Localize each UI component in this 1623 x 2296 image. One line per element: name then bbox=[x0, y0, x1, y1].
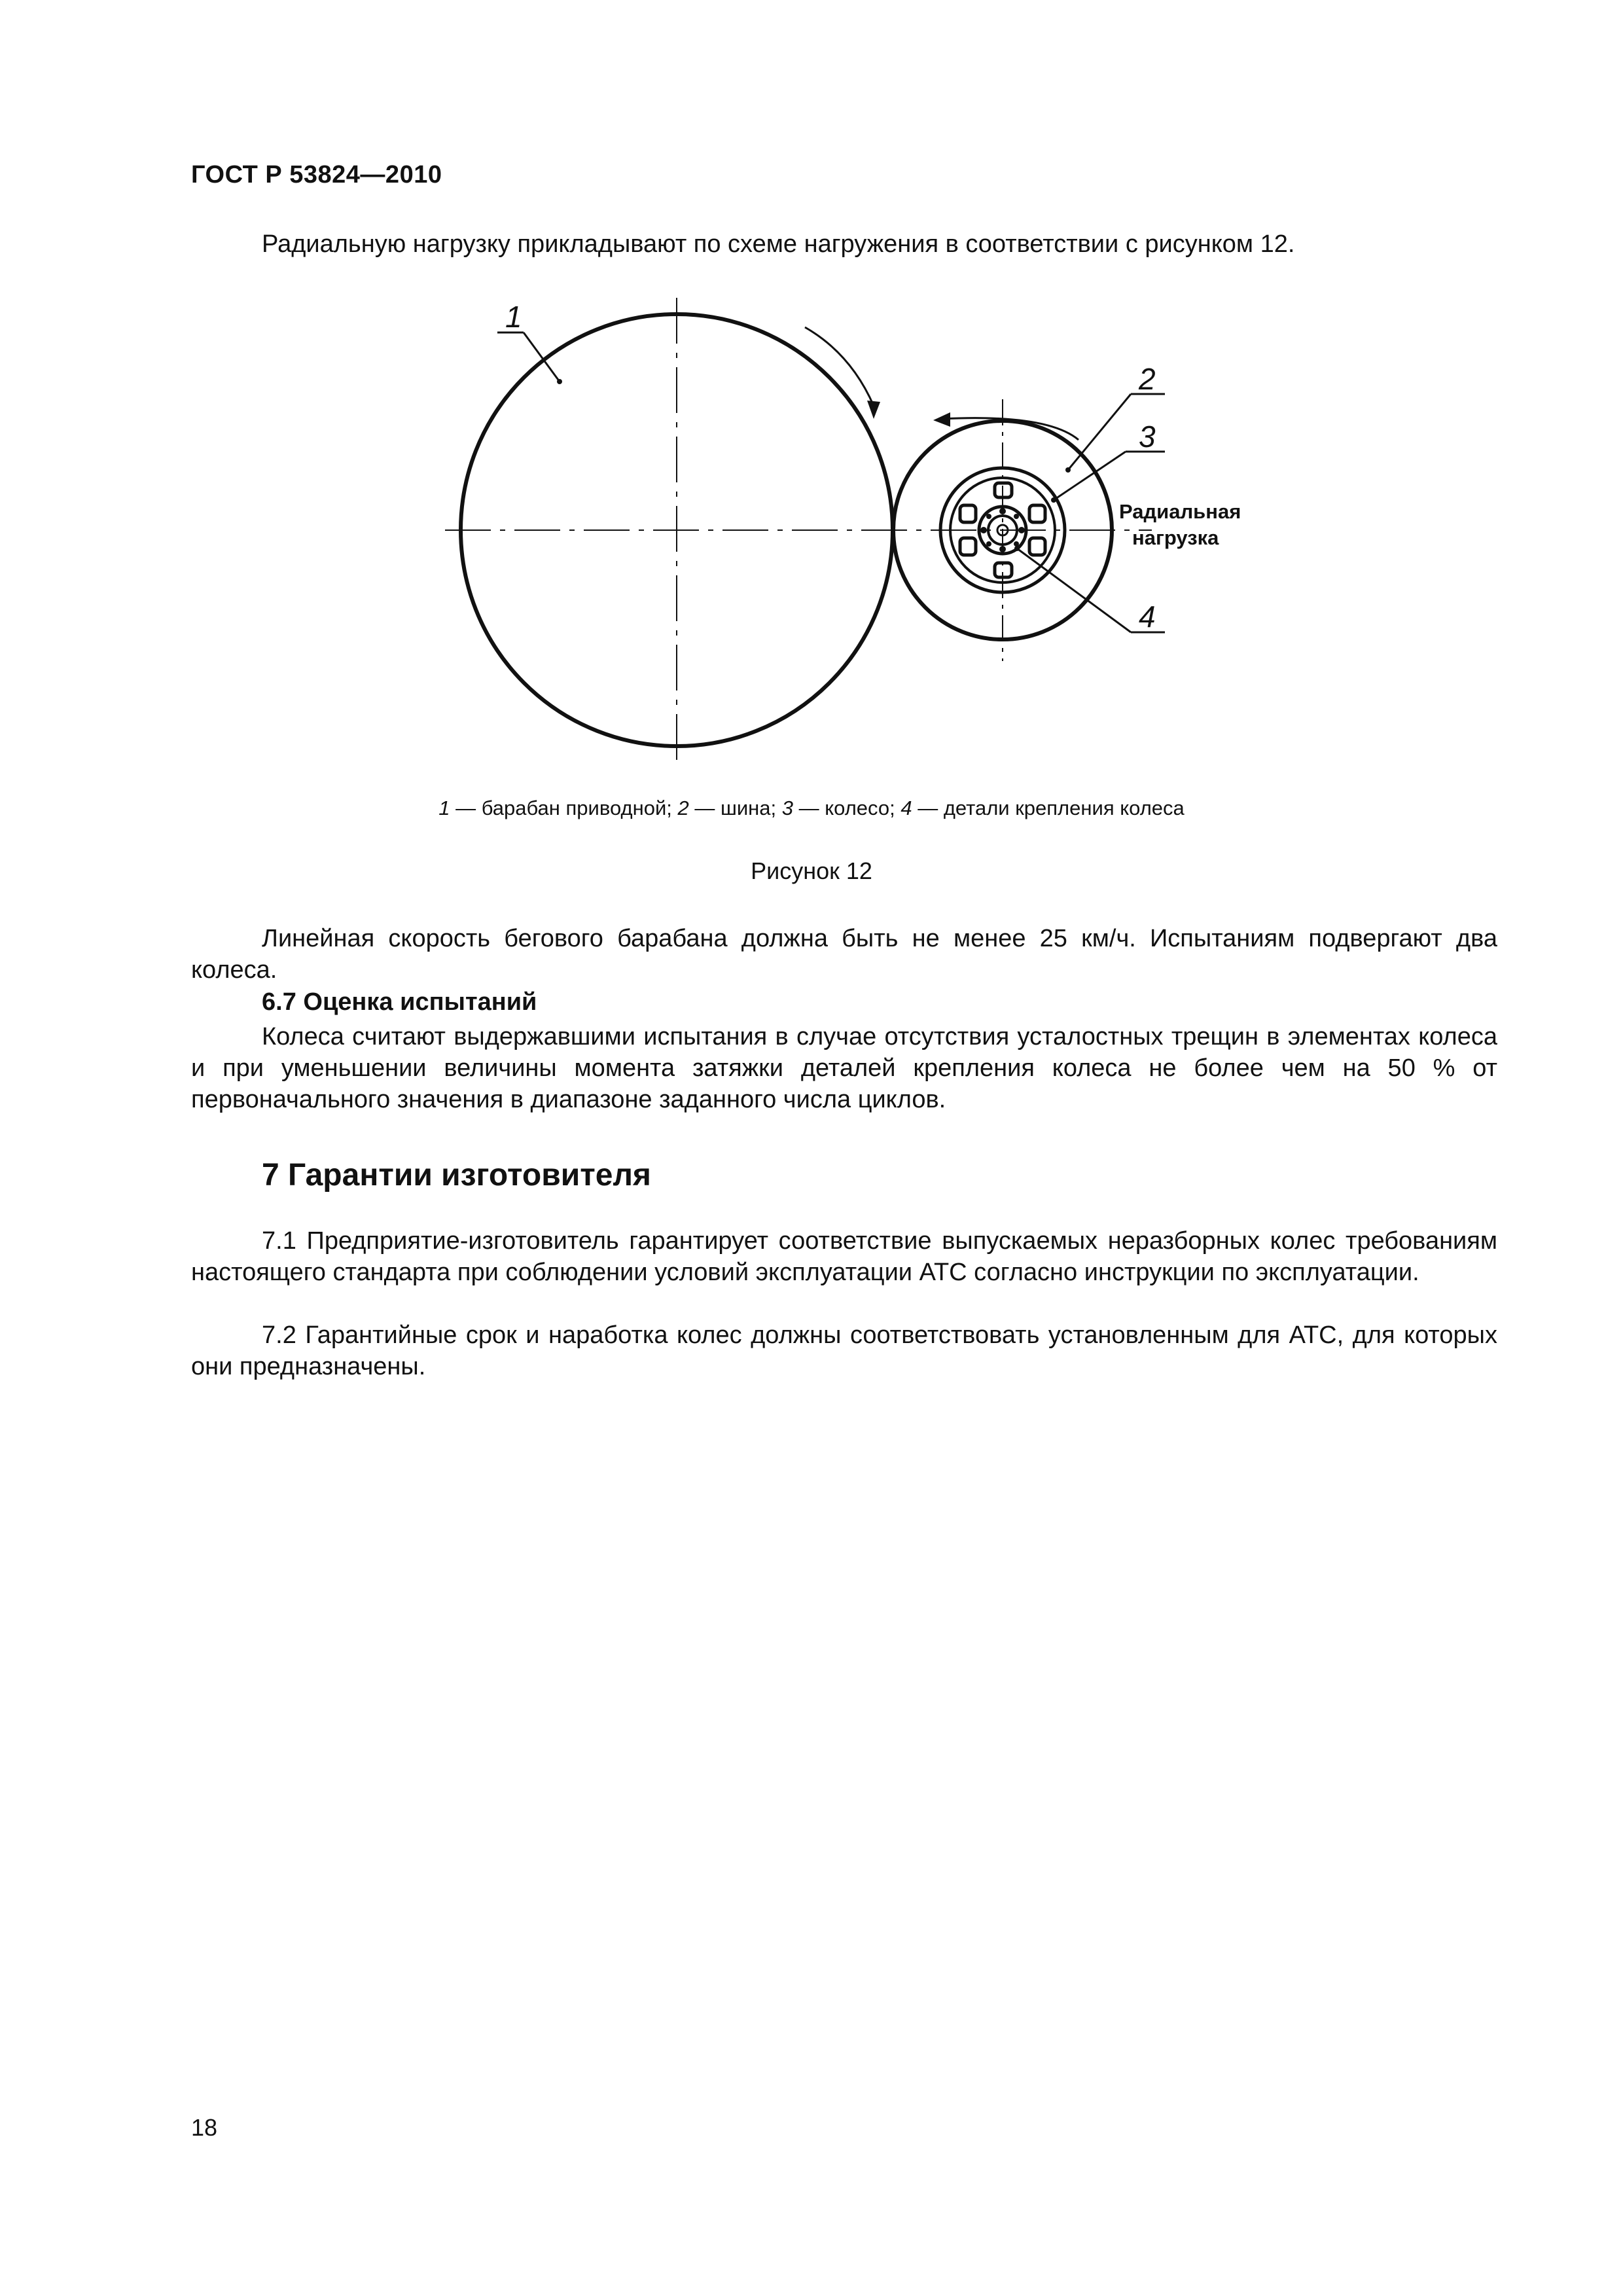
subsection-6-7-title: 6.7 Оценка испытаний bbox=[262, 988, 537, 1016]
legend-text-3: — колесо; bbox=[793, 797, 901, 819]
callout-3-number: 3 bbox=[1139, 420, 1156, 454]
legend-text-4: — детали крепления колеса bbox=[912, 797, 1185, 819]
speed-paragraph: Линейная скорость бегового барабана должна быть не менее 25 км/ч. Испытаниям подвергают два колеса. bbox=[191, 925, 1497, 984]
callout-1-number: 1 bbox=[505, 300, 522, 334]
figure-12-diagram bbox=[432, 288, 1283, 772]
section-7-2-paragraph: 7.2 Гарантийные срок и наработка колес должны соответствовать установленным для АТС, для которых они предназначены. bbox=[191, 1321, 1497, 1380]
callout-4-number: 4 bbox=[1139, 600, 1156, 634]
figure-caption: Рисунок 12 bbox=[751, 857, 872, 884]
legend-num-4: 4 bbox=[901, 797, 912, 819]
legend-num-1: 1 bbox=[438, 797, 450, 819]
callout-2 bbox=[1065, 362, 1165, 473]
callout-4 bbox=[1014, 546, 1165, 634]
legend-num-3: 3 bbox=[781, 797, 793, 819]
figure-legend bbox=[0, 797, 1623, 820]
radial-load-label-line1: Радиальная bbox=[1119, 500, 1241, 523]
page-number: 18 bbox=[191, 2114, 218, 2141]
legend-text-2: — шина; bbox=[688, 797, 782, 819]
section-7-1-paragraph: 7.1 Предприятие-изготовитель гарантирует соответствие выпускаемых неразборных колес требованиям настоящего стандарта при соблюдении условий эксплуатации АТС согласно инструкции по эксплуатации. bbox=[191, 1227, 1497, 1286]
callout-2-number: 2 bbox=[1139, 362, 1156, 396]
drum-rotation-arrow bbox=[805, 327, 880, 419]
legend-text-1: — барабан приводной; bbox=[450, 797, 678, 819]
document-code-header: ГОСТ Р 53824—2010 bbox=[191, 161, 442, 188]
section-7-title: 7 Гарантии изготовителя bbox=[262, 1158, 651, 1193]
intro-paragraph: Радиальную нагрузку прикладывают по схеме нагружения в соответствии с рисунком 12. bbox=[262, 230, 1295, 258]
legend-num-2: 2 bbox=[677, 797, 689, 819]
subsection-6-7-text: Колеса считают выдержавшими испытания в случае отсутствия усталостных трещин в элементах колеса и при уменьшении величины момента затяжки деталей крепления колеса не более чем на 50 % от первоначального значения в диапазоне заданного числа циклов. bbox=[191, 1023, 1497, 1113]
radial-load-label-line2: нагрузка bbox=[1132, 526, 1219, 549]
